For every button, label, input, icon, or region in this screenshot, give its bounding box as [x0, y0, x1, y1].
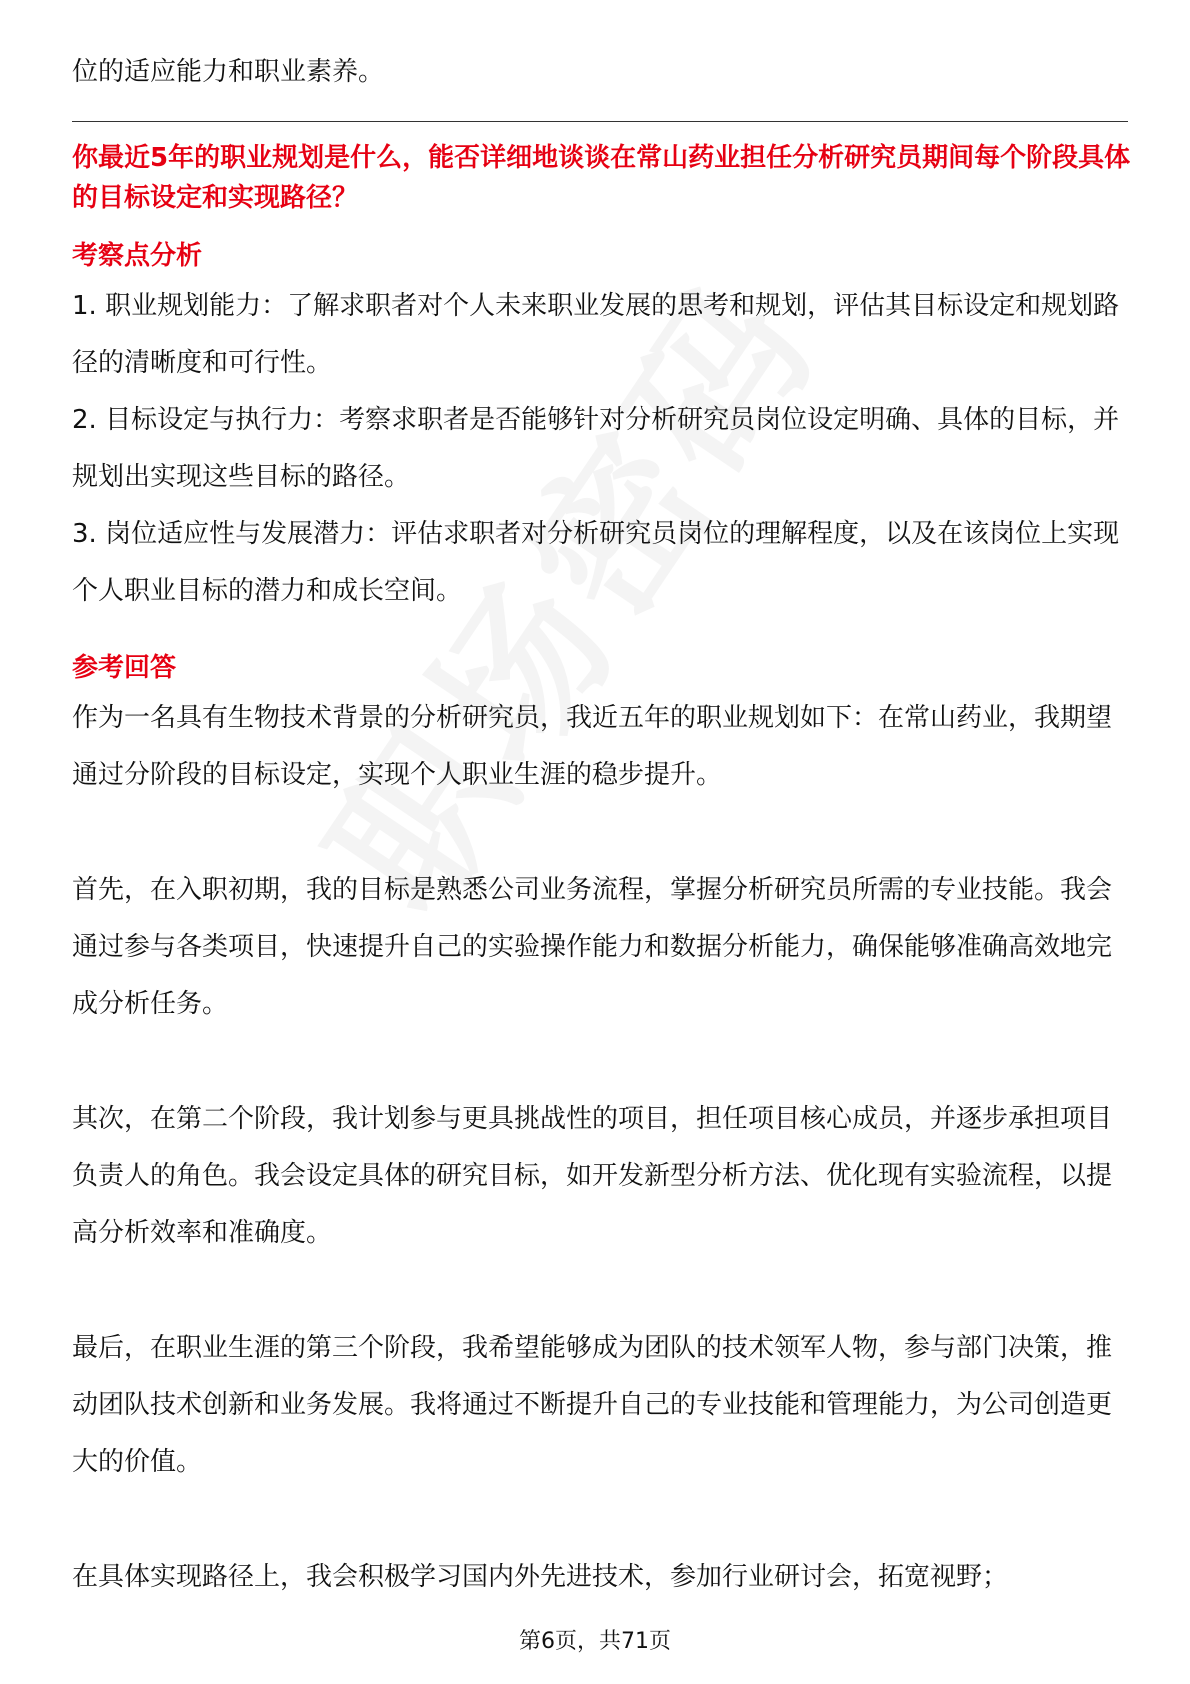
answer-paragraph: 其次，在第二个阶段，我计划参与更具挑战性的项目，担任项目核心成员，并逐步承担项目负责人的角色。我会设定具体的研究目标，如开发新型分析方法、优化现有实验流程，以提高分析效率和准确度。 — [72, 1104, 1113, 1248]
answer-paragraph: 最后，在职业生涯的第三个阶段，我希望能够成为团队的技术领军人物，参与部门决策，推动团队技术创新和业务发展。我将通过不断提升自己的专业技能和管理能力，为公司创造更大的价值。 — [72, 1333, 1113, 1477]
answer-paragraph: 在具体实现路径上，我会积极学习国内外先进技术，参加行业研讨会，拓宽视野； — [72, 1562, 1009, 1592]
question-title: 你最近5年的职业规划是什么，能否详细地谈谈在常山药业担任分析研究员期间每个阶段具体的目标设定和实现路径？ — [72, 143, 1131, 213]
analysis-item: 1. 职业规划能力：了解求职者对个人未来职业发展的思考和规划，评估其目标设定和规划路径的清晰度和可行性。 — [72, 291, 1120, 378]
analysis-item: 3. 岗位适应性与发展潜力：评估求职者对分析研究员岗位的理解程度，以及在该岗位上实现个人职业目标的潜力和成长空间。 — [72, 519, 1120, 606]
analysis-heading: 考察点分析 — [72, 241, 203, 271]
answer-paragraph: 作为一名具有生物技术背景的分析研究员，我近五年的职业规划如下：在常山药业，我期望通过分阶段的目标设定，实现个人职业生涯的稳步提升。 — [72, 703, 1113, 790]
analysis-list — [72, 278, 1132, 620]
answer-body — [72, 690, 1132, 1606]
continuation-text: 位的适应能力和职业素养。 — [72, 57, 385, 87]
answer-heading: 参考回答 — [72, 653, 177, 683]
analysis-item: 2. 目标设定与执行力：考察求职者是否能够针对分析研究员岗位设定明确、具体的目标，并规划出实现这些目标的路径。 — [72, 405, 1120, 492]
page-number: 第6页，共71页 — [519, 1629, 671, 1654]
section-divider — [72, 121, 1128, 122]
answer-paragraph: 首先，在入职初期，我的目标是熟悉公司业务流程，掌握分析研究员所需的专业技能。我会通过参与各类项目，快速提升自己的实验操作能力和数据分析能力，确保能够准确高效地完成分析任务。 — [72, 875, 1113, 1019]
